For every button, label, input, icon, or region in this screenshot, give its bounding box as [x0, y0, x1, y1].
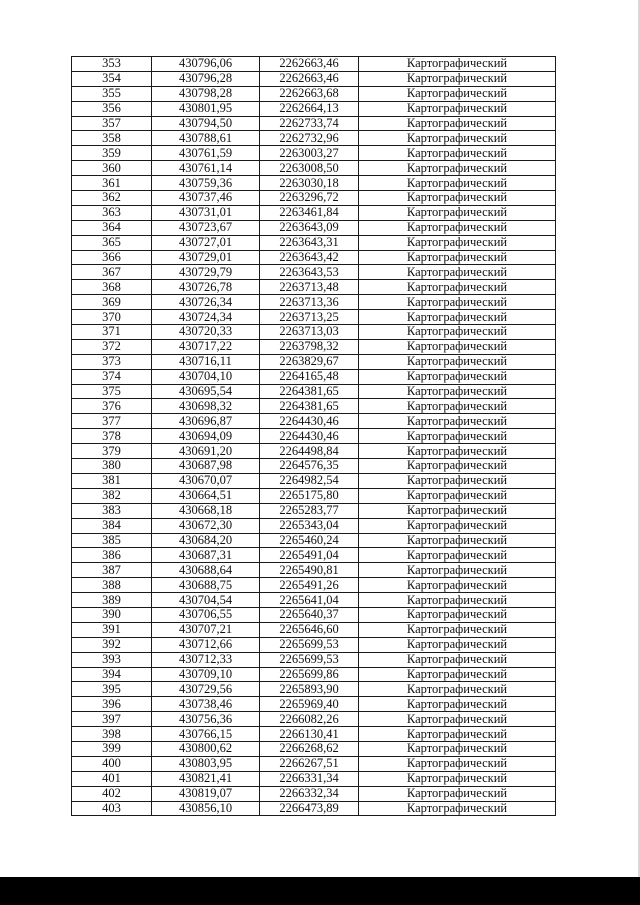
point-number-cell: 358 — [72, 131, 152, 146]
method-cell: Картографический — [359, 235, 556, 250]
table-row — [72, 295, 556, 310]
table-row — [72, 399, 556, 414]
y-coordinate-cell: 2266130,41 — [260, 727, 359, 742]
method-cell: Картографический — [359, 756, 556, 771]
method-cell: Картографический — [359, 518, 556, 533]
x-coordinate-cell: 430756,36 — [152, 712, 260, 727]
method-cell: Картографический — [359, 593, 556, 608]
table-row — [72, 280, 556, 295]
y-coordinate-cell: 2265699,53 — [260, 652, 359, 667]
table-row — [72, 220, 556, 235]
point-number-cell: 354 — [72, 71, 152, 86]
table-row — [72, 131, 556, 146]
method-cell: Картографический — [359, 191, 556, 206]
table-row — [72, 250, 556, 265]
table-row — [72, 563, 556, 578]
point-number-cell: 391 — [72, 622, 152, 637]
x-coordinate-cell: 430819,07 — [152, 786, 260, 801]
table-row — [72, 146, 556, 161]
table-row — [72, 354, 556, 369]
x-coordinate-cell: 430796,28 — [152, 71, 260, 86]
method-cell: Картографический — [359, 205, 556, 220]
x-coordinate-cell: 430726,34 — [152, 295, 260, 310]
method-cell: Картографический — [359, 771, 556, 786]
table-row — [72, 473, 556, 488]
point-number-cell: 389 — [72, 593, 152, 608]
method-cell: Картографический — [359, 116, 556, 131]
y-coordinate-cell: 2265491,26 — [260, 578, 359, 593]
point-number-cell: 359 — [72, 146, 152, 161]
table-row — [72, 459, 556, 474]
method-cell: Картографический — [359, 459, 556, 474]
point-number-cell: 375 — [72, 384, 152, 399]
y-coordinate-cell: 2266267,51 — [260, 756, 359, 771]
y-coordinate-cell: 2263713,48 — [260, 280, 359, 295]
y-coordinate-cell: 2264430,46 — [260, 414, 359, 429]
method-cell: Картографический — [359, 429, 556, 444]
y-coordinate-cell: 2265893,90 — [260, 682, 359, 697]
point-number-cell: 400 — [72, 756, 152, 771]
x-coordinate-cell: 430729,56 — [152, 682, 260, 697]
y-coordinate-cell: 2264165,48 — [260, 369, 359, 384]
method-cell: Картографический — [359, 622, 556, 637]
x-coordinate-cell: 430688,75 — [152, 578, 260, 593]
method-cell: Картографический — [359, 131, 556, 146]
point-number-cell: 364 — [72, 220, 152, 235]
point-number-cell: 369 — [72, 295, 152, 310]
point-number-cell: 374 — [72, 369, 152, 384]
y-coordinate-cell: 2263008,50 — [260, 161, 359, 176]
x-coordinate-cell: 430794,50 — [152, 116, 260, 131]
y-coordinate-cell: 2262732,96 — [260, 131, 359, 146]
y-coordinate-cell: 2264381,65 — [260, 399, 359, 414]
method-cell: Картографический — [359, 280, 556, 295]
y-coordinate-cell: 2265490,81 — [260, 563, 359, 578]
table-row — [72, 101, 556, 116]
point-number-cell: 353 — [72, 57, 152, 72]
x-coordinate-cell: 430716,11 — [152, 354, 260, 369]
table-row — [72, 339, 556, 354]
table-row — [72, 652, 556, 667]
y-coordinate-cell: 2266331,34 — [260, 771, 359, 786]
x-coordinate-cell: 430729,01 — [152, 250, 260, 265]
point-number-cell: 385 — [72, 533, 152, 548]
y-coordinate-cell: 2265491,04 — [260, 548, 359, 563]
y-coordinate-cell: 2263829,67 — [260, 354, 359, 369]
y-coordinate-cell: 2263296,72 — [260, 191, 359, 206]
point-number-cell: 373 — [72, 354, 152, 369]
x-coordinate-cell: 430691,20 — [152, 444, 260, 459]
y-coordinate-cell: 2263643,09 — [260, 220, 359, 235]
x-coordinate-cell: 430672,30 — [152, 518, 260, 533]
x-coordinate-cell: 430668,18 — [152, 503, 260, 518]
y-coordinate-cell: 2264381,65 — [260, 384, 359, 399]
table-row — [72, 697, 556, 712]
point-number-cell: 366 — [72, 250, 152, 265]
coordinates-table-body — [72, 57, 556, 816]
y-coordinate-cell: 2263643,42 — [260, 250, 359, 265]
table-row — [72, 325, 556, 340]
y-coordinate-cell: 2265699,86 — [260, 667, 359, 682]
x-coordinate-cell: 430759,36 — [152, 176, 260, 191]
table-row — [72, 727, 556, 742]
table-row — [72, 578, 556, 593]
table-row — [72, 756, 556, 771]
x-coordinate-cell: 430856,10 — [152, 801, 260, 816]
method-cell: Картографический — [359, 414, 556, 429]
point-number-cell: 363 — [72, 205, 152, 220]
table-row — [72, 801, 556, 816]
x-coordinate-cell: 430800,62 — [152, 741, 260, 756]
table-row — [72, 533, 556, 548]
method-cell: Картографический — [359, 354, 556, 369]
point-number-cell: 378 — [72, 429, 152, 444]
y-coordinate-cell: 2265641,04 — [260, 593, 359, 608]
y-coordinate-cell: 2262733,74 — [260, 116, 359, 131]
point-number-cell: 386 — [72, 548, 152, 563]
method-cell: Картографический — [359, 250, 556, 265]
table-row — [72, 414, 556, 429]
x-coordinate-cell: 430688,64 — [152, 563, 260, 578]
table-row — [72, 682, 556, 697]
y-coordinate-cell: 2264430,46 — [260, 429, 359, 444]
x-coordinate-cell: 430766,15 — [152, 727, 260, 742]
method-cell: Картографический — [359, 384, 556, 399]
x-coordinate-cell: 430738,46 — [152, 697, 260, 712]
y-coordinate-cell: 2265460,24 — [260, 533, 359, 548]
method-cell: Картографический — [359, 473, 556, 488]
method-cell: Картографический — [359, 310, 556, 325]
point-number-cell: 392 — [72, 637, 152, 652]
x-coordinate-cell: 430737,46 — [152, 191, 260, 206]
point-number-cell: 401 — [72, 771, 152, 786]
y-coordinate-cell: 2262663,68 — [260, 86, 359, 101]
point-number-cell: 362 — [72, 191, 152, 206]
method-cell: Картографический — [359, 712, 556, 727]
point-number-cell: 396 — [72, 697, 152, 712]
x-coordinate-cell: 430723,67 — [152, 220, 260, 235]
y-coordinate-cell: 2263643,31 — [260, 235, 359, 250]
x-coordinate-cell: 430731,01 — [152, 205, 260, 220]
point-number-cell: 399 — [72, 741, 152, 756]
method-cell: Картографический — [359, 488, 556, 503]
x-coordinate-cell: 430687,31 — [152, 548, 260, 563]
table-row — [72, 444, 556, 459]
x-coordinate-cell: 430709,10 — [152, 667, 260, 682]
table-row — [72, 235, 556, 250]
x-coordinate-cell: 430761,59 — [152, 146, 260, 161]
y-coordinate-cell: 2265283,77 — [260, 503, 359, 518]
x-coordinate-cell: 430720,33 — [152, 325, 260, 340]
y-coordinate-cell: 2265640,37 — [260, 607, 359, 622]
point-number-cell: 381 — [72, 473, 152, 488]
y-coordinate-cell: 2262664,13 — [260, 101, 359, 116]
x-coordinate-cell: 430687,98 — [152, 459, 260, 474]
x-coordinate-cell: 430726,78 — [152, 280, 260, 295]
table-row — [72, 488, 556, 503]
x-coordinate-cell: 430801,95 — [152, 101, 260, 116]
point-number-cell: 377 — [72, 414, 152, 429]
method-cell: Картографический — [359, 399, 556, 414]
y-coordinate-cell: 2265343,04 — [260, 518, 359, 533]
point-number-cell: 388 — [72, 578, 152, 593]
point-number-cell: 355 — [72, 86, 152, 101]
y-coordinate-cell: 2263461,84 — [260, 205, 359, 220]
x-coordinate-cell: 430729,79 — [152, 265, 260, 280]
x-coordinate-cell: 430727,01 — [152, 235, 260, 250]
table-row — [72, 637, 556, 652]
point-number-cell: 365 — [72, 235, 152, 250]
point-number-cell: 397 — [72, 712, 152, 727]
method-cell: Картографический — [359, 295, 556, 310]
table-row — [72, 265, 556, 280]
y-coordinate-cell: 2266332,34 — [260, 786, 359, 801]
method-cell: Картографический — [359, 727, 556, 742]
point-number-cell: 394 — [72, 667, 152, 682]
table-row — [72, 310, 556, 325]
point-number-cell: 356 — [72, 101, 152, 116]
point-number-cell: 384 — [72, 518, 152, 533]
point-number-cell: 376 — [72, 399, 152, 414]
x-coordinate-cell: 430803,95 — [152, 756, 260, 771]
method-cell: Картографический — [359, 682, 556, 697]
table-row — [72, 384, 556, 399]
method-cell: Картографический — [359, 444, 556, 459]
method-cell: Картографический — [359, 325, 556, 340]
y-coordinate-cell: 2263798,32 — [260, 339, 359, 354]
method-cell: Картографический — [359, 652, 556, 667]
y-coordinate-cell: 2265175,80 — [260, 488, 359, 503]
y-coordinate-cell: 2263713,03 — [260, 325, 359, 340]
table-row — [72, 191, 556, 206]
point-number-cell: 357 — [72, 116, 152, 131]
point-number-cell: 361 — [72, 176, 152, 191]
table-row — [72, 369, 556, 384]
y-coordinate-cell: 2266082,26 — [260, 712, 359, 727]
point-number-cell: 380 — [72, 459, 152, 474]
method-cell: Картографический — [359, 220, 556, 235]
point-number-cell: 387 — [72, 563, 152, 578]
x-coordinate-cell: 430706,55 — [152, 607, 260, 622]
method-cell: Картографический — [359, 533, 556, 548]
x-coordinate-cell: 430717,22 — [152, 339, 260, 354]
y-coordinate-cell: 2263713,25 — [260, 310, 359, 325]
scan-bottom-bar — [0, 877, 640, 905]
y-coordinate-cell: 2265969,40 — [260, 697, 359, 712]
table-row — [72, 205, 556, 220]
method-cell: Картографический — [359, 57, 556, 72]
method-cell: Картографический — [359, 563, 556, 578]
table-row — [72, 86, 556, 101]
method-cell: Картографический — [359, 86, 556, 101]
coordinates-table — [71, 56, 556, 816]
x-coordinate-cell: 430670,07 — [152, 473, 260, 488]
y-coordinate-cell: 2264498,84 — [260, 444, 359, 459]
y-coordinate-cell: 2262663,46 — [260, 71, 359, 86]
x-coordinate-cell: 430684,20 — [152, 533, 260, 548]
table-row — [72, 503, 556, 518]
point-number-cell: 402 — [72, 786, 152, 801]
point-number-cell: 371 — [72, 325, 152, 340]
table-row — [72, 176, 556, 191]
point-number-cell: 372 — [72, 339, 152, 354]
y-coordinate-cell: 2266268,62 — [260, 741, 359, 756]
x-coordinate-cell: 430694,09 — [152, 429, 260, 444]
table-row — [72, 116, 556, 131]
method-cell: Картографический — [359, 146, 556, 161]
table-row — [72, 786, 556, 801]
x-coordinate-cell: 430707,21 — [152, 622, 260, 637]
method-cell: Картографический — [359, 101, 556, 116]
x-coordinate-cell: 430724,34 — [152, 310, 260, 325]
x-coordinate-cell: 430704,54 — [152, 593, 260, 608]
table-row — [72, 518, 556, 533]
table-row — [72, 607, 556, 622]
x-coordinate-cell: 430704,10 — [152, 369, 260, 384]
method-cell: Картографический — [359, 265, 556, 280]
x-coordinate-cell: 430696,87 — [152, 414, 260, 429]
point-number-cell: 368 — [72, 280, 152, 295]
point-number-cell: 367 — [72, 265, 152, 280]
point-number-cell: 382 — [72, 488, 152, 503]
table-row — [72, 622, 556, 637]
y-coordinate-cell: 2265699,53 — [260, 637, 359, 652]
y-coordinate-cell: 2262663,46 — [260, 57, 359, 72]
table-row — [72, 548, 556, 563]
method-cell: Картографический — [359, 607, 556, 622]
table-row — [72, 57, 556, 72]
table-row — [72, 741, 556, 756]
y-coordinate-cell: 2266473,89 — [260, 801, 359, 816]
y-coordinate-cell: 2264982,54 — [260, 473, 359, 488]
method-cell: Картографический — [359, 697, 556, 712]
method-cell: Картографический — [359, 801, 556, 816]
y-coordinate-cell: 2263003,27 — [260, 146, 359, 161]
x-coordinate-cell: 430796,06 — [152, 57, 260, 72]
table-row — [72, 771, 556, 786]
y-coordinate-cell: 2263643,53 — [260, 265, 359, 280]
x-coordinate-cell: 430695,54 — [152, 384, 260, 399]
point-number-cell: 379 — [72, 444, 152, 459]
method-cell: Картографический — [359, 176, 556, 191]
method-cell: Картографический — [359, 161, 556, 176]
method-cell: Картографический — [359, 548, 556, 563]
y-coordinate-cell: 2263030,18 — [260, 176, 359, 191]
method-cell: Картографический — [359, 339, 556, 354]
x-coordinate-cell: 430788,61 — [152, 131, 260, 146]
x-coordinate-cell: 430698,32 — [152, 399, 260, 414]
x-coordinate-cell: 430712,66 — [152, 637, 260, 652]
method-cell: Картографический — [359, 637, 556, 652]
point-number-cell: 393 — [72, 652, 152, 667]
x-coordinate-cell: 430712,33 — [152, 652, 260, 667]
method-cell: Картографический — [359, 578, 556, 593]
point-number-cell: 360 — [72, 161, 152, 176]
method-cell: Картографический — [359, 369, 556, 384]
point-number-cell: 403 — [72, 801, 152, 816]
table-row — [72, 429, 556, 444]
table-row — [72, 161, 556, 176]
point-number-cell: 383 — [72, 503, 152, 518]
x-coordinate-cell: 430664,51 — [152, 488, 260, 503]
point-number-cell: 398 — [72, 727, 152, 742]
method-cell: Картографический — [359, 786, 556, 801]
point-number-cell: 390 — [72, 607, 152, 622]
x-coordinate-cell: 430761,14 — [152, 161, 260, 176]
point-number-cell: 395 — [72, 682, 152, 697]
table-row — [72, 593, 556, 608]
method-cell: Картографический — [359, 667, 556, 682]
point-number-cell: 370 — [72, 310, 152, 325]
method-cell: Картографический — [359, 71, 556, 86]
table-row — [72, 71, 556, 86]
x-coordinate-cell: 430821,41 — [152, 771, 260, 786]
method-cell: Картографический — [359, 503, 556, 518]
x-coordinate-cell: 430798,28 — [152, 86, 260, 101]
table-row — [72, 712, 556, 727]
y-coordinate-cell: 2265646,60 — [260, 622, 359, 637]
y-coordinate-cell: 2263713,36 — [260, 295, 359, 310]
method-cell: Картографический — [359, 741, 556, 756]
table-row — [72, 667, 556, 682]
y-coordinate-cell: 2264576,35 — [260, 459, 359, 474]
